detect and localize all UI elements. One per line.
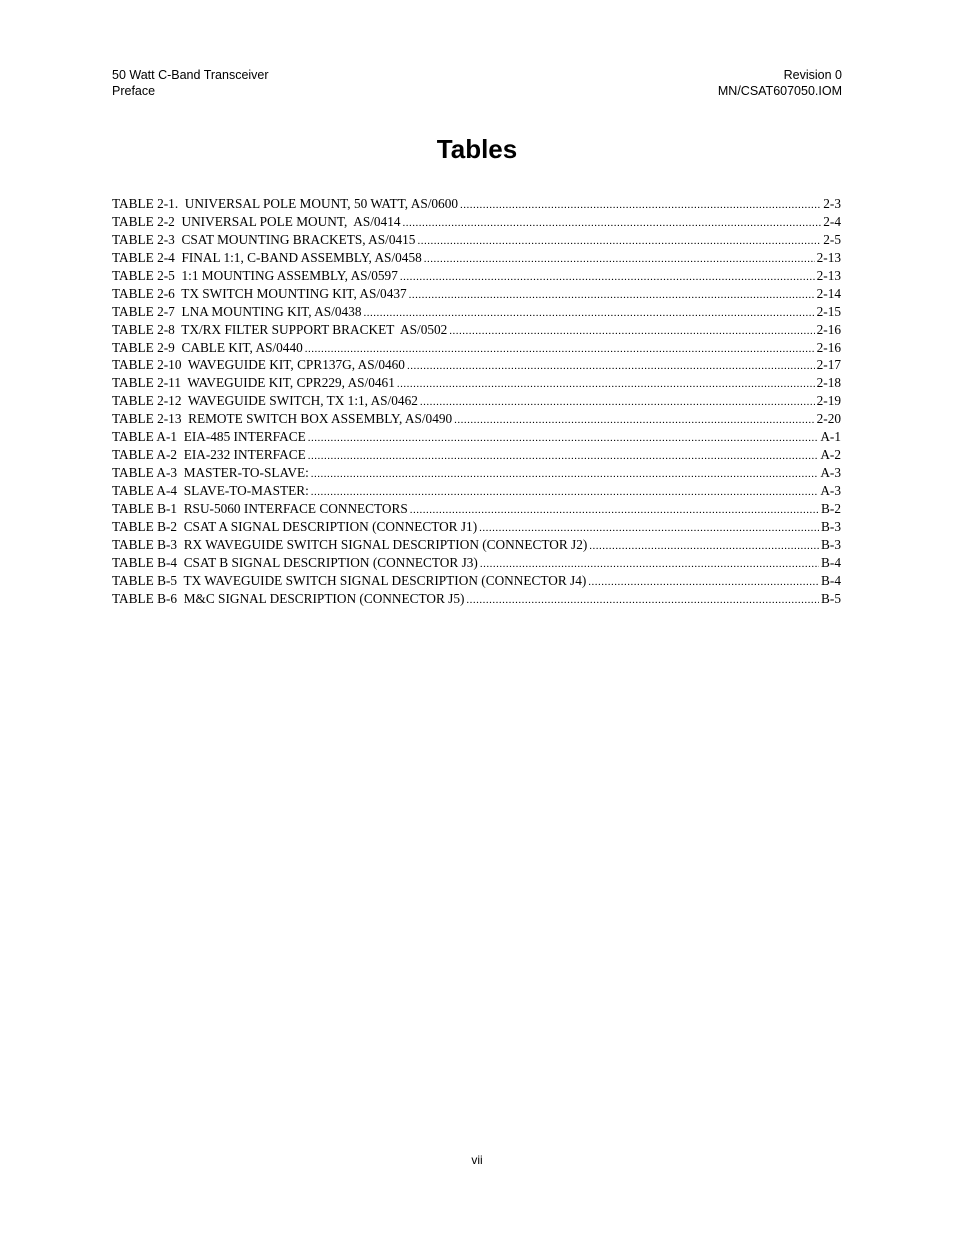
toc-entry-label: TABLE 2-2 UNIVERSAL POLE MOUNT, AS/0414 xyxy=(112,213,401,229)
toc-entry[interactable] xyxy=(112,482,841,500)
dot-leader xyxy=(420,394,815,412)
dot-leader xyxy=(589,538,819,556)
toc-entry-label: TABLE 2-8 TX/RX FILTER SUPPORT BRACKET AS/0502 xyxy=(112,321,448,337)
toc-entry-label: TABLE 2-3 CSAT MOUNTING BRACKETS, AS/0415 xyxy=(112,231,416,247)
toc-entry-label: TABLE A-4 SLAVE-TO-MASTER: xyxy=(112,483,309,498)
toc-entry[interactable] xyxy=(112,464,841,482)
toc-entry[interactable] xyxy=(112,267,841,285)
toc-entry[interactable] xyxy=(112,428,841,446)
toc-entry[interactable] xyxy=(112,321,841,339)
toc-entry-page: A-2 xyxy=(820,447,841,463)
dot-leader xyxy=(417,233,821,251)
dot-leader xyxy=(466,592,819,610)
toc-entry[interactable] xyxy=(112,590,841,608)
dot-leader xyxy=(397,376,815,394)
toc-entry-page: A-3 xyxy=(820,465,841,481)
toc-entry-page: 2-3 xyxy=(823,196,841,211)
toc-entry-label: TABLE B-4 CSAT B SIGNAL DESCRIPTION (CONNECTOR J3) xyxy=(112,554,478,570)
toc-entry-label: TABLE 2-7 LNA MOUNTING KIT, AS/0438 xyxy=(112,303,362,319)
toc-entry[interactable] xyxy=(112,339,841,357)
dot-leader xyxy=(449,323,814,341)
toc-entry-page: B-5 xyxy=(821,590,841,606)
dot-leader xyxy=(588,574,819,592)
dot-leader xyxy=(424,251,815,269)
toc-entry-label: TABLE B-2 CSAT A SIGNAL DESCRIPTION (CONNECTOR J1) xyxy=(112,518,478,534)
toc-entry-label: TABLE B-1 RSU-5060 INTERFACE CONNECTORS xyxy=(112,500,408,516)
toc-entry-page: A-3 xyxy=(820,483,841,498)
toc-entry-label: TABLE 2-1. UNIVERSAL POLE MOUNT, 50 WATT, AS/0600 xyxy=(112,196,458,211)
toc-entry[interactable] xyxy=(112,572,841,590)
dot-leader xyxy=(308,430,819,448)
document-title: 50 Watt C-Band Transceiver xyxy=(112,68,269,82)
toc-entry-page: 2-20 xyxy=(816,411,841,427)
toc-entry-page: B-4 xyxy=(821,572,841,588)
toc-entry[interactable] xyxy=(112,392,841,410)
toc-entry-page: B-3 xyxy=(821,536,841,552)
toc-entry-page: 2-5 xyxy=(823,231,841,247)
section-name: Preface xyxy=(112,84,156,98)
toc-entry[interactable] xyxy=(112,213,841,231)
dot-leader xyxy=(454,412,814,430)
toc-entry-label: TABLE 2-5 1:1 MOUNTING ASSEMBLY, AS/0597 xyxy=(112,267,398,283)
header-right xyxy=(718,67,842,99)
toc-entry-page: 2-16 xyxy=(816,321,841,337)
toc-entry-label: TABLE A-2 EIA-232 INTERFACE xyxy=(112,447,306,463)
toc-entry[interactable] xyxy=(112,249,841,267)
toc-entry-label: TABLE 2-4 FINAL 1:1, C-BAND ASSEMBLY, AS/0458 xyxy=(112,249,422,265)
toc-entry-page: 2-13 xyxy=(816,267,841,283)
toc-entry-label: TABLE 2-12 WAVEGUIDE SWITCH, TX 1:1, AS/0462 xyxy=(112,393,418,409)
toc-entry-label: TABLE B-6 M&C SIGNAL DESCRIPTION (CONNECTOR J5) xyxy=(112,590,465,606)
toc-entry-page: B-3 xyxy=(821,518,841,534)
toc-entry-label: TABLE 2-9 CABLE KIT, AS/0440 xyxy=(112,339,303,355)
toc-entry-page: 2-16 xyxy=(816,339,841,355)
toc-entry-page: 2-14 xyxy=(816,285,841,301)
toc-entry-page: B-2 xyxy=(821,500,841,516)
toc-entry-label: TABLE B-5 TX WAVEGUIDE SWITCH SIGNAL DESCRIPTION (CONNECTOR J4) xyxy=(112,572,587,588)
dot-leader xyxy=(407,358,815,376)
toc-entry-label: TABLE A-1 EIA-485 INTERFACE xyxy=(112,429,306,445)
toc-entry[interactable] xyxy=(112,518,841,536)
revision-label: Revision 0 xyxy=(783,68,842,82)
toc-entry-label: TABLE 2-11 WAVEGUIDE KIT, CPR229, AS/0461 xyxy=(112,375,395,391)
dot-leader xyxy=(311,466,819,484)
toc-entry[interactable] xyxy=(112,356,841,374)
dot-leader xyxy=(409,287,815,305)
document-number: MN/CSAT607050.IOM xyxy=(717,84,842,98)
toc-entry[interactable] xyxy=(112,285,841,303)
toc-entry-page: B-4 xyxy=(821,554,841,570)
toc-entry-page: 2-18 xyxy=(816,375,841,391)
toc-entry-page: 2-4 xyxy=(823,213,841,229)
toc-entry[interactable] xyxy=(112,500,841,518)
toc-entry[interactable] xyxy=(112,231,841,249)
header-left xyxy=(112,67,269,99)
toc-entry-label: TABLE 2-10 WAVEGUIDE KIT, CPR137G, AS/0460 xyxy=(112,357,405,373)
dot-leader xyxy=(460,197,821,215)
toc-entry[interactable] xyxy=(112,536,841,554)
toc-entry[interactable] xyxy=(112,374,841,392)
toc-entry-page: 2-19 xyxy=(816,393,841,409)
toc-entry-label: TABLE 2-13 REMOTE SWITCH BOX ASSEMBLY, AS/0490 xyxy=(112,411,453,427)
toc-entry-label: TABLE B-3 RX WAVEGUIDE SWITCH SIGNAL DESCRIPTION (CONNECTOR J2) xyxy=(112,536,588,552)
dot-leader xyxy=(400,269,815,287)
page-title: Tables xyxy=(436,134,518,164)
toc-entry-page: 2-13 xyxy=(816,249,841,265)
toc-entry[interactable] xyxy=(112,410,841,428)
toc-entry-label: TABLE A-3 MASTER-TO-SLAVE: xyxy=(112,465,309,481)
dot-leader xyxy=(308,448,819,466)
dot-leader xyxy=(403,215,822,233)
toc-entry-page: A-1 xyxy=(820,429,841,445)
toc-entry-page: 2-17 xyxy=(816,357,841,373)
toc-entry[interactable] xyxy=(112,446,841,464)
toc-entry-page: 2-15 xyxy=(816,303,841,319)
toc-entry[interactable] xyxy=(112,554,841,572)
table-of-tables-list xyxy=(112,195,841,608)
toc-entry[interactable] xyxy=(112,195,841,213)
toc-entry-label: TABLE 2-6 TX SWITCH MOUNTING KIT, AS/0437 xyxy=(112,285,407,301)
page-number: vii xyxy=(471,1153,483,1167)
toc-entry[interactable] xyxy=(112,303,841,321)
